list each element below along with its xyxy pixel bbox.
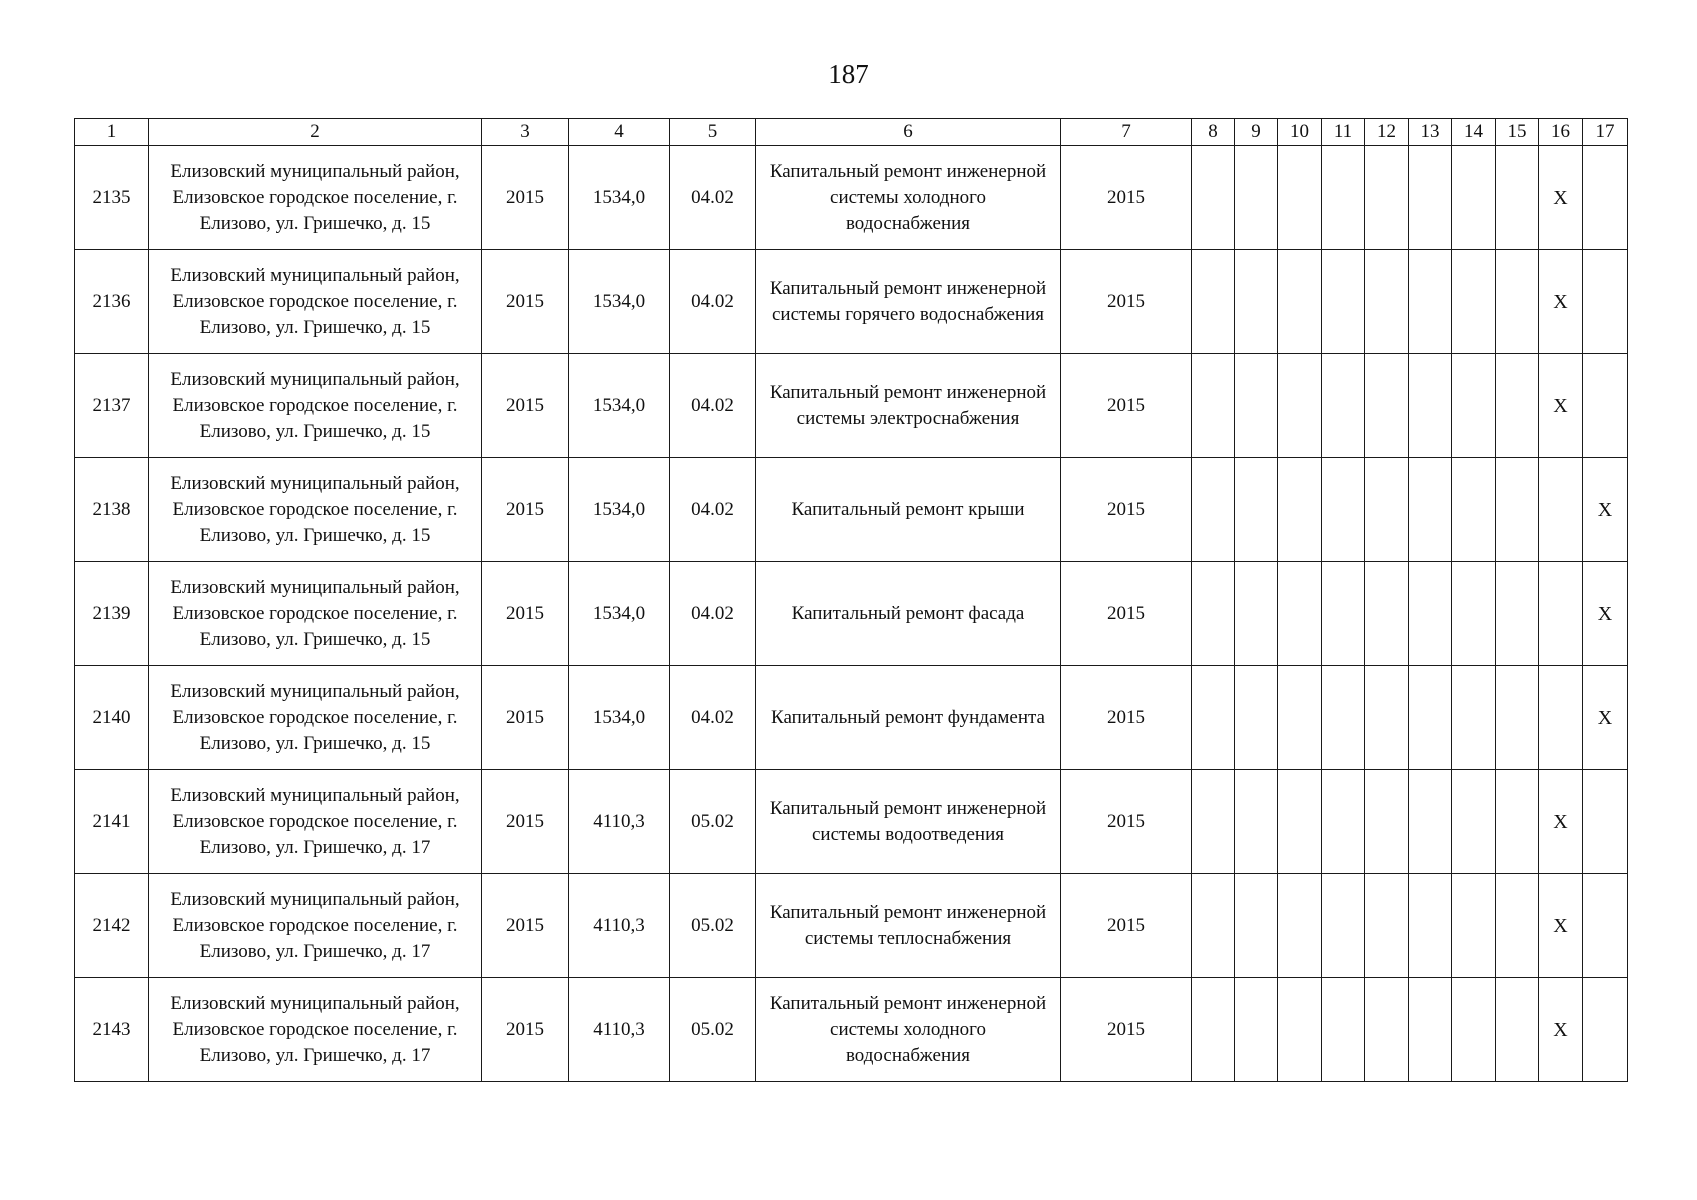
mark-cell: [1235, 146, 1278, 250]
plan-year-cell: 2015: [1061, 250, 1192, 354]
mark-cell: [1452, 874, 1496, 978]
address-cell: Елизовский муниципальный район, Елизовское городское поселение, г. Елизово, ул. Гришечко, д. 15: [149, 146, 482, 250]
code-cell: 04.02: [670, 562, 756, 666]
mark-cell: [1278, 978, 1322, 1082]
year-cell: 2015: [482, 978, 569, 1082]
address-cell: Елизовский муниципальный район, Елизовское городское поселение, г. Елизово, ул. Гришечко, д. 17: [149, 978, 482, 1082]
address-cell: Елизовский муниципальный район, Елизовское городское поселение, г. Елизово, ул. Гришечко, д. 15: [149, 562, 482, 666]
mark-cell: [1278, 458, 1322, 562]
column-number-header: 2: [149, 119, 482, 146]
mark-cell: [1235, 562, 1278, 666]
table-row: [75, 978, 1628, 1082]
mark-cell: Х: [1539, 250, 1583, 354]
year-cell: 2015: [482, 146, 569, 250]
code-cell: 04.02: [670, 458, 756, 562]
mark-cell: [1583, 770, 1628, 874]
mark-cell: [1192, 666, 1235, 770]
work-type-cell: Капитальный ремонт фундамента: [756, 666, 1061, 770]
column-number-row: [75, 119, 1628, 146]
mark-cell: [1539, 562, 1583, 666]
table-row: [75, 354, 1628, 458]
mark-cell: [1583, 354, 1628, 458]
column-number-header: 6: [756, 119, 1061, 146]
mark-cell: [1409, 250, 1452, 354]
area-cell: 1534,0: [569, 250, 670, 354]
mark-cell: [1192, 250, 1235, 354]
mark-cell: [1409, 146, 1452, 250]
mark-cell: Х: [1583, 562, 1628, 666]
mark-cell: [1583, 978, 1628, 1082]
mark-cell: [1496, 666, 1539, 770]
mark-cell: [1322, 562, 1365, 666]
plan-year-cell: 2015: [1061, 458, 1192, 562]
address-cell: Елизовский муниципальный район, Елизовское городское поселение, г. Елизово, ул. Гришечко, д. 15: [149, 458, 482, 562]
mark-cell: [1452, 250, 1496, 354]
plan-year-cell: 2015: [1061, 354, 1192, 458]
record-number-cell: 2137: [75, 354, 149, 458]
column-number-header: 3: [482, 119, 569, 146]
mark-cell: [1365, 562, 1409, 666]
work-type-cell: Капитальный ремонт инженерной системы холодного водоснабжения: [756, 146, 1061, 250]
year-cell: 2015: [482, 562, 569, 666]
mark-cell: [1496, 874, 1539, 978]
record-number-cell: 2135: [75, 146, 149, 250]
year-cell: 2015: [482, 354, 569, 458]
mark-cell: [1409, 874, 1452, 978]
mark-cell: [1409, 354, 1452, 458]
mark-cell: [1192, 978, 1235, 1082]
mark-cell: [1452, 666, 1496, 770]
mark-cell: [1365, 666, 1409, 770]
column-number-header: 12: [1365, 119, 1409, 146]
mark-cell: [1322, 146, 1365, 250]
mark-cell: [1235, 770, 1278, 874]
mark-cell: [1365, 458, 1409, 562]
area-cell: 4110,3: [569, 978, 670, 1082]
column-number-header: 5: [670, 119, 756, 146]
mark-cell: [1452, 978, 1496, 1082]
column-number-header: 13: [1409, 119, 1452, 146]
mark-cell: [1452, 354, 1496, 458]
record-number-cell: 2143: [75, 978, 149, 1082]
mark-cell: [1365, 146, 1409, 250]
column-number-header: 9: [1235, 119, 1278, 146]
record-number-cell: 2139: [75, 562, 149, 666]
mark-cell: [1365, 874, 1409, 978]
code-cell: 04.02: [670, 146, 756, 250]
mark-cell: [1322, 250, 1365, 354]
code-cell: 04.02: [670, 354, 756, 458]
mark-cell: [1452, 770, 1496, 874]
mark-cell: [1278, 250, 1322, 354]
mark-cell: [1192, 354, 1235, 458]
mark-cell: [1583, 250, 1628, 354]
plan-year-cell: 2015: [1061, 562, 1192, 666]
area-cell: 1534,0: [569, 146, 670, 250]
table-row: [75, 874, 1628, 978]
mark-cell: [1322, 666, 1365, 770]
area-cell: 1534,0: [569, 666, 670, 770]
column-number-header: 11: [1322, 119, 1365, 146]
mark-cell: [1278, 146, 1322, 250]
mark-cell: [1583, 146, 1628, 250]
table-row: [75, 458, 1628, 562]
mark-cell: Х: [1583, 666, 1628, 770]
work-type-cell: Капитальный ремонт инженерной системы холодного водоснабжения: [756, 978, 1061, 1082]
mark-cell: [1409, 562, 1452, 666]
mark-cell: [1235, 354, 1278, 458]
work-type-cell: Капитальный ремонт инженерной системы водоотведения: [756, 770, 1061, 874]
code-cell: 05.02: [670, 770, 756, 874]
mark-cell: [1365, 250, 1409, 354]
record-number-cell: 2138: [75, 458, 149, 562]
column-number-header: 7: [1061, 119, 1192, 146]
area-cell: 4110,3: [569, 874, 670, 978]
mark-cell: [1322, 874, 1365, 978]
area-cell: 1534,0: [569, 354, 670, 458]
code-cell: 04.02: [670, 666, 756, 770]
plan-year-cell: 2015: [1061, 874, 1192, 978]
mark-cell: Х: [1583, 458, 1628, 562]
code-cell: 04.02: [670, 250, 756, 354]
year-cell: 2015: [482, 250, 569, 354]
work-type-cell: Капитальный ремонт инженерной системы электроснабжения: [756, 354, 1061, 458]
record-number-cell: 2141: [75, 770, 149, 874]
plan-year-cell: 2015: [1061, 978, 1192, 1082]
mark-cell: [1322, 354, 1365, 458]
mark-cell: [1452, 146, 1496, 250]
mark-cell: [1192, 562, 1235, 666]
column-number-header: 17: [1583, 119, 1628, 146]
page-number: 187: [828, 59, 869, 89]
work-type-cell: Капитальный ремонт инженерной системы горячего водоснабжения: [756, 250, 1061, 354]
mark-cell: [1192, 458, 1235, 562]
mark-cell: [1365, 354, 1409, 458]
mark-cell: [1278, 562, 1322, 666]
address-cell: Елизовский муниципальный район, Елизовское городское поселение, г. Елизово, ул. Гришечко, д. 15: [149, 354, 482, 458]
mark-cell: Х: [1539, 146, 1583, 250]
mark-cell: [1322, 458, 1365, 562]
column-number-header: 15: [1496, 119, 1539, 146]
mark-cell: [1409, 770, 1452, 874]
mark-cell: [1235, 874, 1278, 978]
table-body: [75, 146, 1628, 1082]
mark-cell: [1235, 978, 1278, 1082]
repair-table-container: [74, 118, 1627, 1082]
table-row: [75, 770, 1628, 874]
table-row: [75, 666, 1628, 770]
mark-cell: [1278, 770, 1322, 874]
mark-cell: [1583, 874, 1628, 978]
mark-cell: Х: [1539, 770, 1583, 874]
mark-cell: [1192, 874, 1235, 978]
record-number-cell: 2136: [75, 250, 149, 354]
record-number-cell: 2142: [75, 874, 149, 978]
address-cell: Елизовский муниципальный район, Елизовское городское поселение, г. Елизово, ул. Гришечко, д. 17: [149, 874, 482, 978]
mark-cell: [1496, 978, 1539, 1082]
mark-cell: [1322, 978, 1365, 1082]
mark-cell: [1539, 666, 1583, 770]
plan-year-cell: 2015: [1061, 146, 1192, 250]
area-cell: 1534,0: [569, 458, 670, 562]
column-number-header: 1: [75, 119, 149, 146]
mark-cell: [1409, 458, 1452, 562]
area-cell: 4110,3: [569, 770, 670, 874]
code-cell: 05.02: [670, 874, 756, 978]
work-type-cell: Капитальный ремонт инженерной системы теплоснабжения: [756, 874, 1061, 978]
mark-cell: [1365, 978, 1409, 1082]
mark-cell: [1496, 458, 1539, 562]
mark-cell: [1278, 354, 1322, 458]
mark-cell: [1235, 666, 1278, 770]
work-type-cell: Капитальный ремонт крыши: [756, 458, 1061, 562]
mark-cell: [1409, 666, 1452, 770]
mark-cell: Х: [1539, 978, 1583, 1082]
mark-cell: [1322, 770, 1365, 874]
code-cell: 05.02: [670, 978, 756, 1082]
column-number-header: 16: [1539, 119, 1583, 146]
mark-cell: [1496, 770, 1539, 874]
mark-cell: [1496, 562, 1539, 666]
repair-table: [74, 118, 1628, 1082]
mark-cell: [1365, 770, 1409, 874]
address-cell: Елизовский муниципальный район, Елизовское городское поселение, г. Елизово, ул. Гришечко, д. 15: [149, 666, 482, 770]
year-cell: 2015: [482, 874, 569, 978]
column-number-header: 14: [1452, 119, 1496, 146]
mark-cell: [1452, 458, 1496, 562]
mark-cell: [1539, 458, 1583, 562]
mark-cell: [1235, 458, 1278, 562]
mark-cell: [1192, 770, 1235, 874]
plan-year-cell: 2015: [1061, 666, 1192, 770]
year-cell: 2015: [482, 458, 569, 562]
column-number-header: 8: [1192, 119, 1235, 146]
mark-cell: Х: [1539, 874, 1583, 978]
mark-cell: [1235, 250, 1278, 354]
year-cell: 2015: [482, 666, 569, 770]
table-row: [75, 562, 1628, 666]
mark-cell: [1278, 874, 1322, 978]
mark-cell: [1496, 146, 1539, 250]
mark-cell: [1409, 978, 1452, 1082]
mark-cell: [1192, 146, 1235, 250]
table-row: [75, 146, 1628, 250]
area-cell: 1534,0: [569, 562, 670, 666]
mark-cell: [1452, 562, 1496, 666]
column-number-header: 4: [569, 119, 670, 146]
address-cell: Елизовский муниципальный район, Елизовское городское поселение, г. Елизово, ул. Гришечко, д. 17: [149, 770, 482, 874]
plan-year-cell: 2015: [1061, 770, 1192, 874]
mark-cell: [1496, 250, 1539, 354]
year-cell: 2015: [482, 770, 569, 874]
mark-cell: [1278, 666, 1322, 770]
record-number-cell: 2140: [75, 666, 149, 770]
mark-cell: Х: [1539, 354, 1583, 458]
work-type-cell: Капитальный ремонт фасада: [756, 562, 1061, 666]
address-cell: Елизовский муниципальный район, Елизовское городское поселение, г. Елизово, ул. Гришечко, д. 15: [149, 250, 482, 354]
column-number-header: 10: [1278, 119, 1322, 146]
mark-cell: [1496, 354, 1539, 458]
table-row: [75, 250, 1628, 354]
